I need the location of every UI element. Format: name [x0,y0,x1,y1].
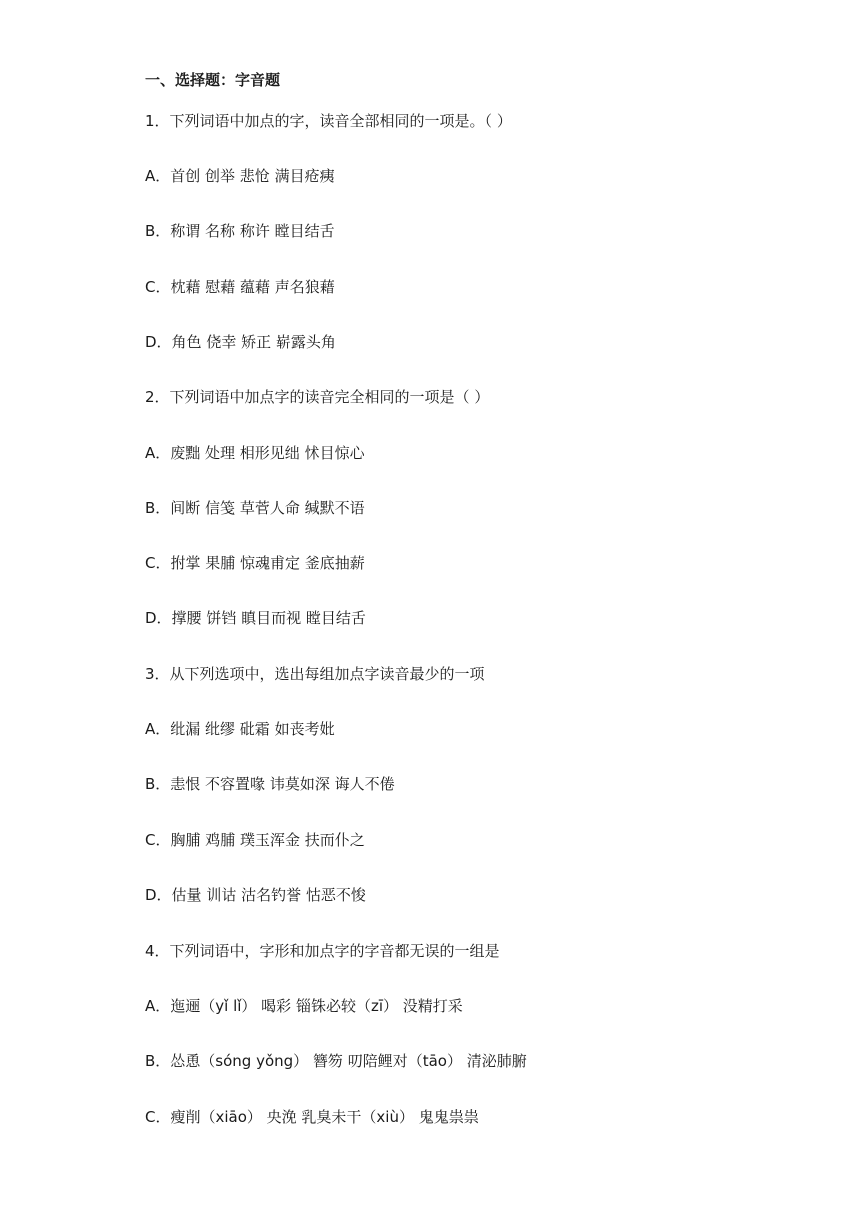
question-2-option-b: B．间断 信笺 草菅人命 缄默不语 [145,499,365,517]
question-1-option-b: B．称谓 名称 称许 瞠目结舌 [145,222,335,240]
question-3-option-b: B．恚恨 不容置喙 讳莫如深 诲人不倦 [145,775,395,793]
question-1-option-a: A．首创 创举 悲怆 满目疮痍 [145,167,335,185]
question-3-option-c: C．胸脯 鸡脯 璞玉浑金 扶而仆之 [145,831,365,849]
section-title: 一、选择题：字音题 [145,71,281,89]
question-4-option-a: A．迤逦（yǐ lǐ） 喝彩 锱铢必较（zī） 没精打采 [145,997,463,1015]
question-2-option-a: A．废黜 处理 相形见绌 怵目惊心 [145,444,365,462]
question-2-option-d: D．撑腰 饼铛 瞋目而视 瞠目结舌 [145,609,366,627]
question-2-option-c: C．拊掌 果脯 惊魂甫定 釜底抽薪 [145,554,365,572]
question-4-option-c: C．瘦削（xiāo） 央浼 乳臭未干（xiù） 鬼鬼祟祟 [145,1108,479,1126]
question-3-option-d: D．估量 训诂 沽名钓誉 怙恶不悛 [145,886,366,904]
question-3-option-a: A．纰漏 纰缪 砒霜 如丧考妣 [145,720,335,738]
question-1-option-c: C．枕藉 慰藉 蕴藉 声名狼藉 [145,278,335,296]
question-4-stem: 4．下列词语中，字形和加点字的字音都无误的一组是 [145,942,500,960]
question-1-option-d: D．角色 侥幸 矫正 崭露头角 [145,333,336,351]
question-4-option-b: B．怂恿（sóng yǒng） 簪笏 叨陪鲤对（tāo） 清泌肺腑 [145,1052,527,1070]
question-1-stem: 1．下列词语中加点的字，读音全部相同的一项是。（ ） [145,112,512,130]
question-3-stem: 3．从下列选项中，选出每组加点字读音最少的一项 [145,665,485,683]
question-2-stem: 2．下列词语中加点字的读音完全相同的一项是（ ） [145,388,490,406]
